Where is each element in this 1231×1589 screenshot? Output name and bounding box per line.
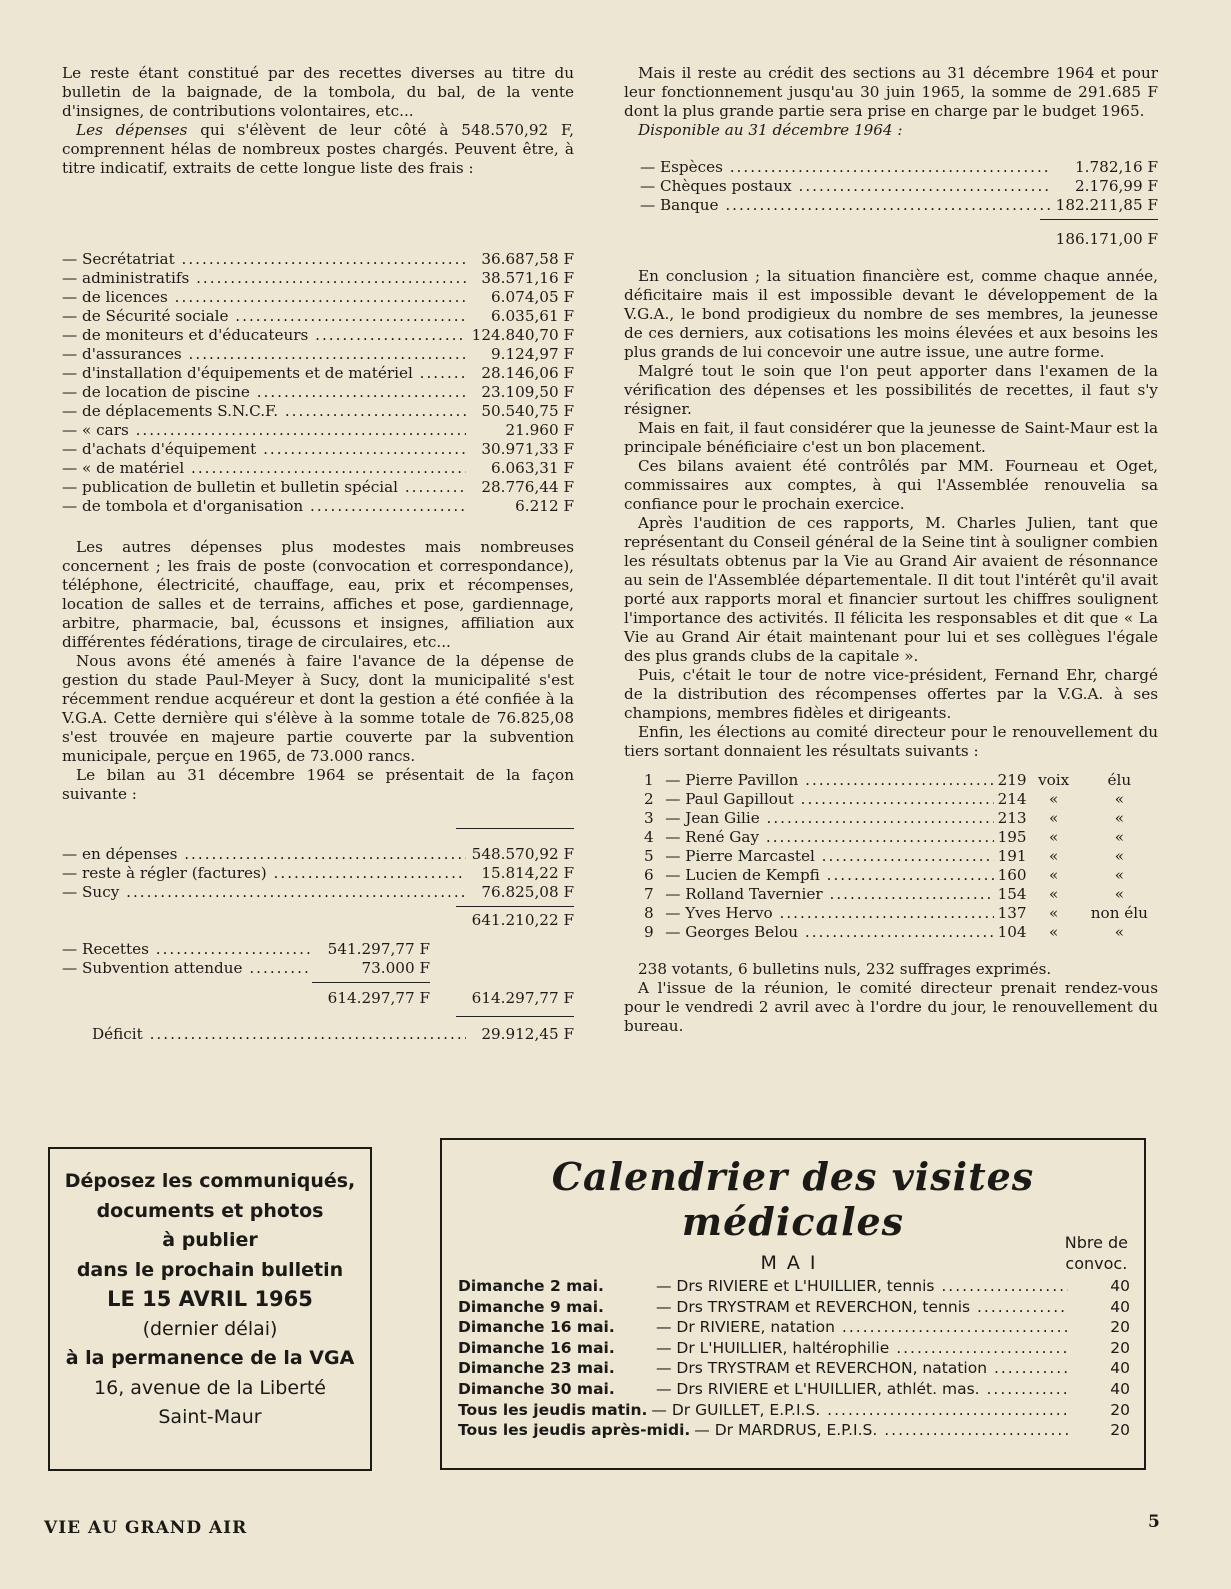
visit-count: 20 <box>1110 1421 1130 1440</box>
visit-date: Tous les jeudis après-midi. <box>458 1421 691 1440</box>
notice-box <box>48 1147 372 1471</box>
candidate-votes: 137 <box>997 904 1027 922</box>
candidate-rank: 7 <box>644 885 654 903</box>
election-row <box>644 866 1158 885</box>
expense-row <box>62 383 574 402</box>
disponible-row <box>624 158 1158 177</box>
votes-word: « <box>1049 828 1059 846</box>
candidate-votes: 160 <box>997 866 1027 884</box>
expense-label: — d'achats d'équipement ..... <box>62 440 466 459</box>
candidate-rank: 1 <box>644 771 654 789</box>
visit-doctors: — Dr RIVIERE, natation ..... <box>656 1317 1068 1338</box>
disponible-row <box>624 196 1158 215</box>
candidate-rank: 3 <box>644 809 654 827</box>
malgre-paragraph: Malgré tout le soin que l'on peut apporter dans l'examen de la vérification des dépenses et les possibilités de recettes, il faut s'y résigner. <box>624 362 1158 418</box>
receipt-label: — Subvention attendue ..... <box>62 959 312 978</box>
expense-row <box>62 497 574 516</box>
disponible-label: — Espèces ..... <box>640 158 1050 177</box>
candidate-rank: 8 <box>644 904 654 922</box>
visit-row <box>458 1276 1130 1297</box>
depenses-paragraph <box>62 121 574 178</box>
expense-amount: 28.146,06 F <box>481 364 574 382</box>
bilan-label: — reste à régler (factures) ..... <box>62 864 466 883</box>
expense-row <box>62 440 574 459</box>
deficit-amount: 29.912,45 F <box>481 1025 574 1043</box>
rule <box>456 906 574 907</box>
visit-date: Dimanche 23 mai. <box>458 1359 615 1378</box>
bilan-list <box>62 845 574 902</box>
expense-amount: 9.124,97 F <box>491 345 574 363</box>
autres-paragraph: Les autres dépenses plus modestes mais nombreuses concernent ; les frais de poste (convocation et correspondance), téléphone, électricité, chauffage, eau, prix et récompenses, location de salles et de terrains, affiches et pose, gardiennage, arbitre, pharmacie, bal, écussons et insignes, affiliation aux différentes fédérations, tirage de circulaires, etc... <box>62 538 574 651</box>
expense-row <box>62 250 574 269</box>
visit-count: 20 <box>1110 1318 1130 1337</box>
apres-paragraph: Après l'audition de ces rapports, M. Charles Julien, tant que représentant du Conseil général de la Seine tint à souligner combien les résultats obtenus par la Vie au Grand Air avaient de résonnance au sein de l'Assemblée départementale. Il dit tout l'intérêt qu'il avait porté aux rapports moral et financier surtout les chiffres soulignent l'importance des activités. Il félicita les responsables et dit que « La Vie au Grand Air était maintenant pour lui et ses collègues l'égale des plus grands clubs de la capitale ». <box>624 514 1158 665</box>
visit-doctors: — Dr MARDRUS, E.P.I.S. ..... <box>694 1420 1068 1441</box>
votes-word: « <box>1049 885 1059 903</box>
candidate-name: — René Gay ..... <box>665 828 994 847</box>
candidate-name: — Jean Gilie ..... <box>665 809 994 828</box>
expense-row <box>62 269 574 288</box>
visit-doctors: — Drs TRYSTRAM et REVERCHON, natation ..... <box>656 1358 1068 1379</box>
disponible-amount: 2.176,99 F <box>1075 177 1158 195</box>
visit-date: Dimanche 2 mai. <box>458 1277 604 1295</box>
expense-amount: 6.063,31 F <box>491 459 574 477</box>
candidate-result: « <box>1114 866 1124 884</box>
page-number: 5 <box>1148 1512 1160 1532</box>
expense-amount: 38.571,16 F <box>481 269 574 287</box>
candidate-name: — Georges Belou ..... <box>665 923 994 942</box>
votes-word: « <box>1049 866 1059 884</box>
candidate-result: « <box>1114 885 1124 903</box>
visit-count: 40 <box>1110 1277 1130 1295</box>
expense-label: — de moniteurs et d'éducateurs ..... <box>62 326 466 345</box>
visit-count: 40 <box>1110 1297 1130 1316</box>
visit-row <box>458 1338 1130 1359</box>
notice-line: à la permanence de la VGA <box>65 1347 355 1369</box>
rule <box>456 828 574 829</box>
depenses-emphasis: Les dépenses <box>76 121 188 139</box>
visit-date: Dimanche 30 mai. <box>458 1379 615 1398</box>
disponible-heading: Disponible au 31 décembre 1964 : <box>638 121 903 139</box>
disponible-total <box>624 230 1158 249</box>
notice-line: dans le prochain bulletin <box>76 1258 344 1281</box>
puis-paragraph: Puis, c'était le tour de notre vice-président, Fernand Ehr, chargé de la distribution des récompenses offertes par la V.G.A. à ses champions, membres fidèles et dirigeants. <box>624 666 1158 722</box>
deficit-row <box>62 1025 574 1044</box>
candidate-result: « <box>1114 790 1124 808</box>
visit-row <box>458 1317 1130 1338</box>
enfait-paragraph: Mais en fait, il faut considérer que la jeunesse de Saint-Maur est la principale bénéficiaire c'est un bon placement. <box>624 419 1158 456</box>
notice-city: Saint-Maur <box>158 1406 262 1428</box>
visit-doctors: — Drs TRYSTRAM et REVERCHON, tennis ..... <box>656 1297 1068 1318</box>
calendar-box <box>440 1138 1146 1470</box>
issue-paragraph: A l'issue de la réunion, le comité directeur prenait rendez-vous pour le vendredi 2 avril avec à l'ordre du jour, le renouvellement du bureau. <box>624 979 1158 1035</box>
candidate-votes: 154 <box>997 885 1027 903</box>
magazine-name: VIE AU GRAND AIR <box>44 1518 248 1538</box>
left-column <box>62 64 574 1044</box>
expense-row <box>62 402 574 421</box>
expense-label: — de licences ..... <box>62 288 466 307</box>
candidate-result: « <box>1114 809 1124 827</box>
notice-deadline: LE 15 AVRIL 1965 <box>107 1287 313 1311</box>
rule <box>456 1016 574 1017</box>
notice-line: à publier <box>162 1229 258 1251</box>
candidate-name: — Pierre Marcastel ..... <box>665 847 994 866</box>
bilan-row <box>62 845 574 864</box>
candidate-rank: 9 <box>644 923 654 941</box>
right-column <box>624 64 1158 1036</box>
candidate-rank: 2 <box>644 790 654 808</box>
expense-label: — d'assurances ..... <box>62 345 466 364</box>
votants-paragraph: 238 votants, 6 bulletins nuls, 232 suffrages exprimés. <box>638 960 1052 978</box>
notice-address: 16, avenue de la Liberté <box>94 1376 326 1399</box>
avance-paragraph: Nous avons été amenés à faire l'avance de la dépense de gestion du stade Paul-Meyer à Sucy, dont la municipalité s'est récemment rendue acquéreur et dont la gestion a été confiée à la V.G.A. Cette dernière qui s'élève à la somme totale de 76.825,08 s'est trouvée en majeure partie couverte par la subvention municipale, perçue en 1965, de 73.000 rancs. <box>62 652 574 765</box>
expense-label: — de location de piscine ..... <box>62 383 466 402</box>
candidate-rank: 6 <box>644 866 654 884</box>
expense-label: — administratifs ..... <box>62 269 466 288</box>
intro-paragraph: Le reste étant constitué par des recettes diverses au titre du bulletin de la baignade, de la tombola, du bal, de la vente d'insignes, de contributions volontaires, etc... <box>62 64 574 120</box>
receipt-amount: 73.000 F <box>361 959 430 977</box>
rule <box>1040 219 1158 220</box>
receipt-amount: 541.297,77 F <box>327 940 430 958</box>
visit-doctors: — Dr GUILLET, E.P.I.S. ..... <box>651 1400 1068 1421</box>
disponible-label: — Chèques postaux ..... <box>640 177 1050 196</box>
bilan-row <box>62 864 574 883</box>
expense-amount: 23.109,50 F <box>481 383 574 401</box>
expense-row <box>62 288 574 307</box>
expense-amount: 50.540,75 F <box>481 402 574 420</box>
candidate-result: « <box>1114 923 1124 941</box>
election-row <box>644 790 1158 809</box>
conclusion-paragraph: En conclusion ; la situation financière est, comme chaque année, déficitaire mais il est impossible devant le développement de la V.G.A., le bond prodigieux du nombre de ses membres, la jeunesse de ces derniers, aux cotisations les moins élevées et aux besoins les plus grands de lui concevoir une autre issue, une autre forme. <box>624 267 1158 361</box>
receipt-label: — Recettes ..... <box>62 940 312 959</box>
expense-row <box>62 364 574 383</box>
deficit-label: Déficit ..... <box>62 1025 466 1044</box>
expense-amount: 124.840,70 F <box>471 326 574 344</box>
expense-label: — de tombola et d'organisation ..... <box>62 497 466 516</box>
expense-label: — d'installation d'équipements et de matériel ..... <box>62 364 466 383</box>
expense-row <box>62 478 574 497</box>
visit-date: Dimanche 9 mai. <box>458 1297 604 1316</box>
election-row <box>644 847 1158 866</box>
expense-row <box>62 345 574 364</box>
visit-doctors: — Drs RIVIERE et L'HUILLIER, athlét. mas. ..... <box>656 1379 1068 1400</box>
expense-row <box>62 307 574 326</box>
expense-amount: 6.212 F <box>515 497 574 515</box>
depenses-text: qui s'élèvent de leur côté à 548.570,92 F, comprennent hélas de nombreux postes chargés. Peuvent être, à titre indicatif, extraits de cette longue liste des frais : <box>62 121 574 177</box>
expense-amount: 21.960 F <box>505 421 574 439</box>
votes-word: « <box>1049 923 1059 941</box>
bilans-paragraph: Ces bilans avaient été contrôlés par MM. Fourneau et Oget, commissaires aux comptes, à qui l'Assemblée renouvelia sa confiance pour le prochain exercice. <box>624 457 1158 513</box>
visit-date: Dimanche 16 mai. <box>458 1338 615 1357</box>
bilan-receipts-rules <box>62 978 574 983</box>
expense-label: — Secrétatriat ..... <box>62 250 466 269</box>
receipt-row <box>62 959 574 978</box>
disponible-total-amount: 186.171,00 F <box>1055 230 1158 248</box>
candidate-votes: 214 <box>997 790 1027 808</box>
expense-label: — « de matériel ..... <box>62 459 466 478</box>
bilan-label: — en dépenses ..... <box>62 845 466 864</box>
expense-label: — « cars ..... <box>62 421 466 440</box>
election-row <box>644 771 1158 790</box>
bilan-amount: 15.814,22 F <box>481 864 574 882</box>
count-column-header: Nbre de convoc. <box>1064 1233 1128 1273</box>
candidate-name: — Paul Gapillout ..... <box>665 790 994 809</box>
visit-row <box>458 1379 1130 1400</box>
candidate-result: « <box>1114 828 1124 846</box>
visit-row <box>458 1297 1130 1318</box>
visits-list <box>458 1276 1130 1441</box>
candidate-rank: 4 <box>644 828 654 846</box>
expense-row <box>62 421 574 440</box>
candidate-name: — Lucien de Kempfi ..... <box>665 866 994 885</box>
visit-row <box>458 1420 1130 1441</box>
visit-count: 20 <box>1110 1400 1130 1419</box>
bilan-receipts-total <box>62 989 574 1008</box>
bilan-row <box>62 883 574 902</box>
expense-row <box>62 326 574 345</box>
expense-label: — publication de bulletin et bulletin spécial ..... <box>62 478 466 497</box>
receipt-row <box>62 940 574 959</box>
candidate-name: — Rolland Tavernier ..... <box>665 885 994 904</box>
bilan-receipts-subtotal: 614.297,77 F <box>327 989 430 1007</box>
disponible-list <box>624 158 1158 215</box>
candidate-rank: 5 <box>644 847 654 865</box>
visit-date: Tous les jeudis matin. <box>458 1400 648 1419</box>
candidate-name: — Pierre Pavillon ..... <box>665 771 994 790</box>
disponible-row <box>624 177 1158 196</box>
notice-line: documents et photos <box>96 1199 324 1222</box>
enfin-paragraph: Enfin, les élections au comité directeur pour le renouvellement du tiers sortant donnaient les résultats suivants : <box>624 723 1158 760</box>
bilan-receipts-total-amount: 614.297,77 F <box>471 989 574 1007</box>
visit-row <box>458 1400 1130 1421</box>
visit-doctors: — Dr L'HUILLIER, haltérophilie ..... <box>656 1338 1068 1359</box>
visit-doctors: — Drs RIVIERE et L'HUILLIER, tennis ..... <box>656 1276 1068 1297</box>
candidate-result: élu <box>1107 771 1132 789</box>
expense-row <box>62 459 574 478</box>
disponible-amount: 182.211,85 F <box>1055 196 1158 214</box>
votes-word: voix <box>1038 771 1070 789</box>
disponible-label: — Banque ..... <box>640 196 1050 215</box>
bilan-total <box>62 911 574 930</box>
calendar-month: MAI <box>760 1252 826 1274</box>
visit-count: 40 <box>1110 1379 1130 1398</box>
expense-amount: 30.971,33 F <box>481 440 574 458</box>
election-results <box>624 771 1158 942</box>
election-row <box>644 904 1158 923</box>
expense-amount: 6.035,61 F <box>491 307 574 325</box>
expense-label: — de Sécurité sociale ..... <box>62 307 466 326</box>
disponible-amount: 1.782,16 F <box>1075 158 1158 176</box>
candidate-name: — Yves Hervo ..... <box>665 904 994 923</box>
notice-line: Déposez les communiqués, <box>64 1170 356 1192</box>
visit-count: 20 <box>1110 1338 1130 1357</box>
visit-date: Dimanche 16 mai. <box>458 1318 615 1337</box>
votes-word: « <box>1049 904 1059 922</box>
votes-word: « <box>1049 809 1059 827</box>
candidate-votes: 213 <box>997 809 1027 827</box>
candidate-votes: 191 <box>997 847 1027 865</box>
election-row <box>644 923 1158 942</box>
bilan-total-amount: 641.210,22 F <box>471 911 574 929</box>
candidate-result: non élu <box>1090 904 1148 922</box>
candidate-votes: 195 <box>997 828 1027 846</box>
bilan-label: — Sucy ..... <box>62 883 466 902</box>
candidate-result: « <box>1114 847 1124 865</box>
visit-count: 40 <box>1110 1359 1130 1378</box>
expense-amount: 36.687,58 F <box>481 250 574 268</box>
bilan-amount: 548.570,92 F <box>471 845 574 863</box>
expenses-list <box>62 250 574 516</box>
votes-word: « <box>1049 790 1059 808</box>
visit-row <box>458 1358 1130 1379</box>
credit-paragraph: Mais il reste au crédit des sections au 31 décembre 1964 et pour leur fonctionnement jusqu'au 30 juin 1965, la somme de 291.685 F dont la plus grande partie sera prise en charge par le budget 1965. <box>624 64 1158 120</box>
notice-line: (dernier délai) <box>142 1317 278 1340</box>
expense-amount: 6.074,05 F <box>491 288 574 306</box>
calendar-title: Calendrier des visites médicales <box>551 1154 1035 1244</box>
election-row <box>644 809 1158 828</box>
votes-word: « <box>1049 847 1059 865</box>
expense-label: — de déplacements S.N.C.F. ..... <box>62 402 466 421</box>
candidate-votes: 219 <box>997 771 1027 789</box>
bilan-intro: Le bilan au 31 décembre 1964 se présentait de la façon suivante : <box>62 766 574 803</box>
bilan-receipts-list <box>62 940 574 978</box>
election-row <box>644 885 1158 904</box>
candidate-votes: 104 <box>997 923 1027 941</box>
bilan-amount: 76.825,08 F <box>481 883 574 901</box>
expense-amount: 28.776,44 F <box>481 478 574 496</box>
election-row <box>644 828 1158 847</box>
